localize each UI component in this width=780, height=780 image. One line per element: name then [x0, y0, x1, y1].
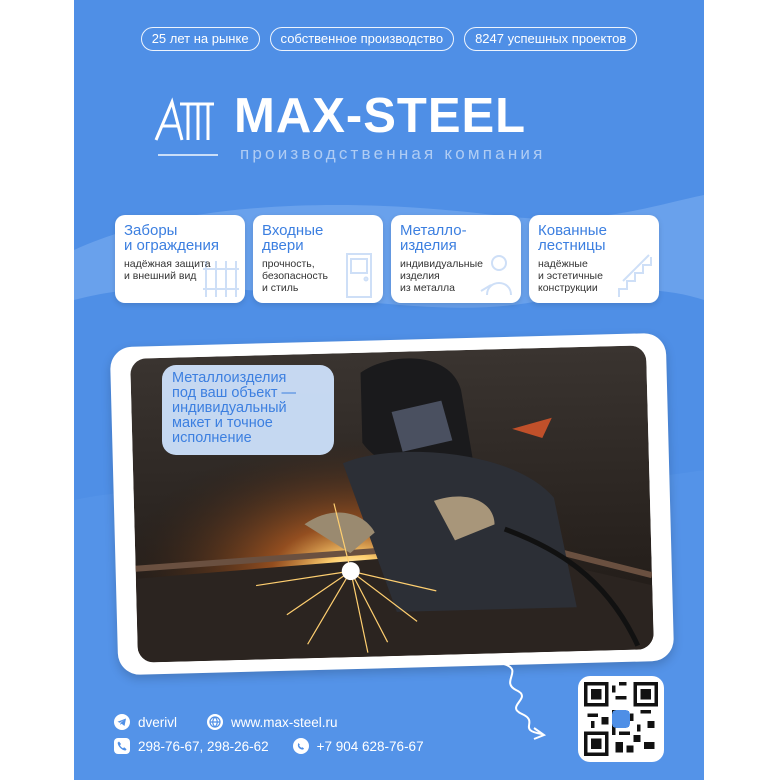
card-doors[interactable] — [253, 215, 383, 303]
card-description: надёжные и эстетичные конструкции — [538, 258, 603, 294]
globe-icon — [207, 714, 223, 730]
logo-underline — [158, 154, 218, 156]
card-title: Кованные лестницы — [538, 222, 607, 254]
card-title: Заборы и ограждения — [124, 222, 219, 254]
telegram-link[interactable]: dverivl — [138, 714, 178, 730]
qr-code-image — [584, 682, 658, 756]
card-stairs[interactable] — [529, 215, 659, 303]
footer-row-1 — [114, 714, 338, 730]
website-link[interactable]: www.max-steel.ru — [231, 714, 338, 730]
phone-numbers[interactable]: 298-76-67, 298-26-62 — [138, 738, 269, 754]
footer-row-2 — [114, 738, 424, 754]
badge-projects: 8247 успешных проектов — [464, 27, 637, 51]
phone-icon — [114, 738, 130, 754]
card-description: индивидуальные изделия из металла — [400, 258, 483, 294]
poster — [74, 0, 704, 780]
brand-tagline: производственная компания — [240, 144, 546, 163]
card-metalwork[interactable] — [391, 215, 521, 303]
telegram-icon — [114, 714, 130, 730]
card-description: надёжная защита и внешний вид — [124, 258, 211, 282]
card-fences[interactable] — [115, 215, 245, 303]
whatsapp-number[interactable]: +7 904 628-76-67 — [316, 738, 424, 754]
badge-production: собственное производство — [270, 27, 455, 51]
badges-row — [74, 27, 704, 51]
callout-text: Металлоизделия под ваш объект — индивидуальный макет и точное исполнение — [162, 365, 334, 455]
card-title: Металло- изделия — [400, 222, 467, 254]
card-title: Входные двери — [262, 222, 324, 254]
badge-years: 25 лет на рынке — [141, 27, 260, 51]
decorative-squiggle — [494, 660, 564, 740]
logo-icon — [152, 96, 218, 144]
card-description: прочность, безопасность и стиль — [262, 258, 328, 294]
qr-code[interactable] — [578, 676, 664, 762]
brand-name: MAX-STEEL — [234, 89, 527, 143]
whatsapp-icon — [293, 738, 309, 754]
